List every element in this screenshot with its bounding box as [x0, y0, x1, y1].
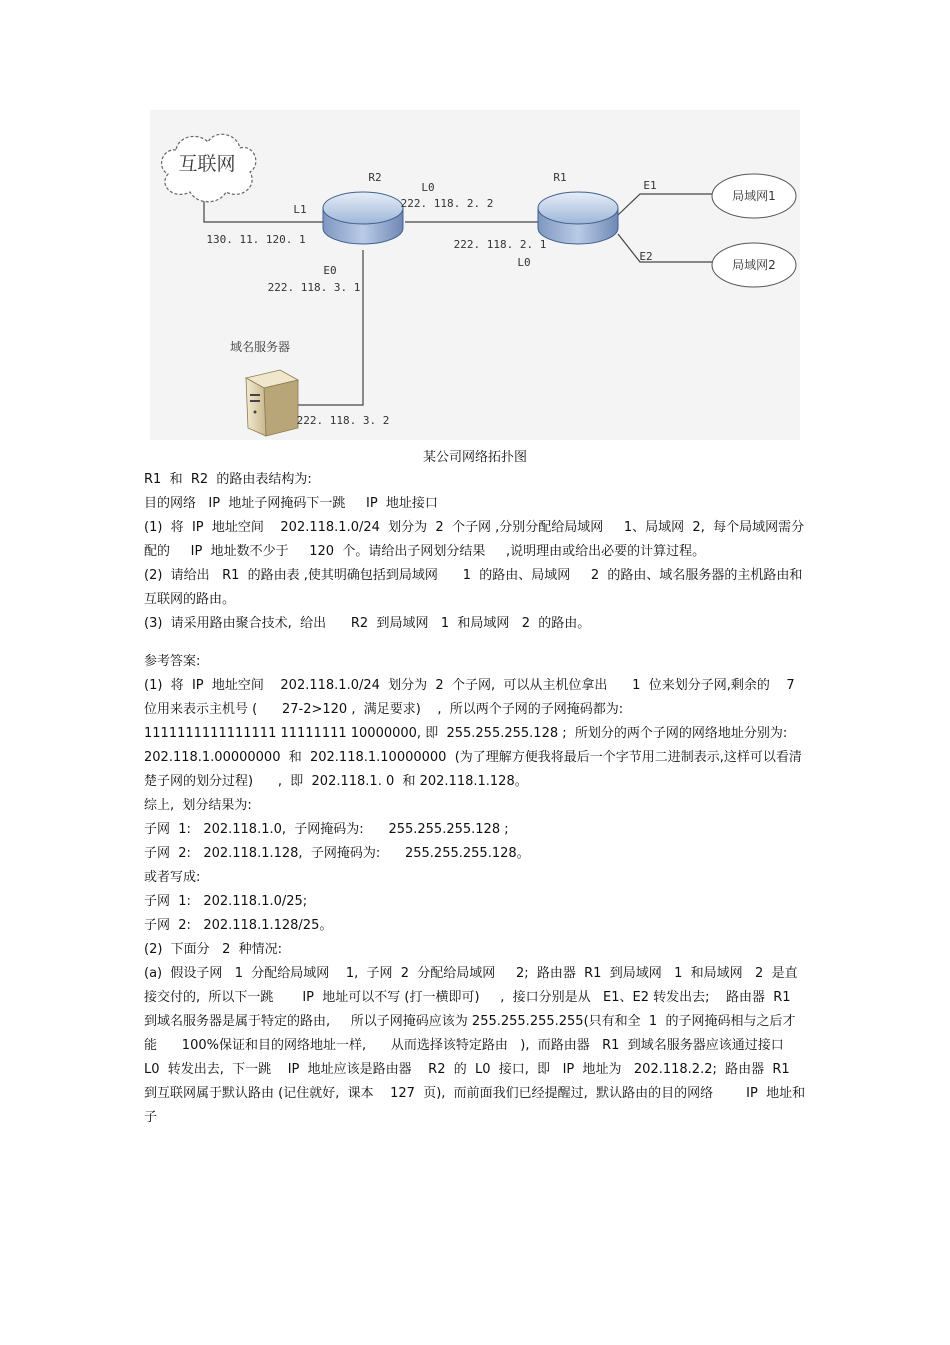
paragraph: 子网 2: 202.118.1.128, 子网掩码为: 255.255.255.128。: [144, 846, 530, 861]
l0-bottom-label: L0: [517, 256, 531, 269]
e2-label: E2: [639, 250, 653, 263]
spacer: [144, 636, 806, 650]
dns-server-icon: [246, 370, 298, 436]
question-3: (3) 请采用路由聚合技术, 给出 R2 到局域网 1 和局域网 2 的路由。: [144, 616, 591, 631]
e1-label: E1: [643, 179, 657, 192]
router-r2: [323, 192, 403, 244]
l0-top-ip: 222. 118. 2. 2: [400, 197, 494, 210]
l1-ip: 130. 11. 120. 1: [206, 233, 306, 246]
paragraph: 或者写成:: [144, 870, 201, 885]
e0-ip: 222. 118. 3. 1: [267, 281, 361, 294]
answer-heading: 参考答案:: [144, 654, 201, 669]
r2-label: R2: [368, 171, 382, 184]
question-2: (2) 请给出 R1 的路由表 ,使其明确包括到局域网 1 的路由、局域网 2 的路由、域名服务器的主机路由和互联网的路由。: [144, 568, 803, 607]
dns-ip: 222. 118. 3. 2: [296, 414, 390, 427]
figure-caption: 某公司网络拓扑图: [422, 450, 527, 465]
paragraph: (1) 将 IP 地址空间 202.118.1.0/24 划分为 2 个子网, 可以从主机位拿出 1 位来划分子网,剩余的 7 位用来表示主机号 ( 27-2>120 , 满足要求) , 所以两个子网的子网掩码都为:: [144, 678, 803, 717]
lan1-label: 局域网1: [732, 189, 776, 203]
document-body: [144, 468, 809, 1130]
paragraph: 子网 1: 202.118.1.0, 子网掩码为: 255.255.255.128 ;: [144, 822, 509, 837]
dns-label: 域名服务器: [229, 340, 291, 354]
l1-label: L1: [293, 203, 307, 216]
paragraph: 子网 2: 202.118.1.128/25。: [144, 918, 333, 933]
paragraph: 目的网络 IP 地址子网掩码下一跳 IP 地址接口: [144, 496, 438, 511]
paragraph: (a) 假设子网 1 分配给局域网 1, 子网 2 分配给局域网 2; 路由器 R1 到局域网 1 和局域网 2 是直接交付的, 所以下一跳 IP 地址可以不写 (打一横即可) , 接口分别是从 E1、E2 转发出去; 路由器 R1 到域名服务器是属于特定的路由, 所以子网掩码应该为 255.255.255.255(只有和全 1 的子网掩码相与之后才能 100%保证和目的网络地址一样, 从而选择该特定路由 ), 而路由器 R1 到域名服务器应该通过接口 L0 转发出去, 下一跳 IP 地址应该是路由器 R2 的 L0 接口, 即 IP 地址为 202.118.2.2; 路由器 R1 到互联网属于默认路由 (记住就好, 课本 127 页), 而前面我们已经提醒过, 默认路由的目的网络 IP 地址和子: [144, 966, 809, 1125]
paragraph: 202.118.1.00000000 和 202.118.1.10000000 (为了理解方便我将最后一个字节用二进制表示,这样可以看清楚子网的划分过程) , 即 202.118.1. 0 和 202.118.1.128。: [144, 750, 802, 789]
paragraph: 综上, 划分结果为:: [144, 798, 252, 813]
network-topology-diagram: [150, 110, 800, 440]
l0-bottom-ip: 222. 118. 2. 1: [453, 238, 547, 251]
internet-label: 互联网: [178, 153, 236, 175]
question-1: (1) 将 IP 地址空间 202.118.1.0/24 划分为 2 个子网 ,分别分配给局域网 1、局域网 2, 每个局域网需分配的 IP 地址数不少于 120 个。请给出子网划分结果 ,说明理由或给出必要的计算过程。: [144, 520, 805, 559]
l0-top-label: L0: [421, 181, 435, 194]
e0-label: E0: [323, 264, 337, 277]
paragraph: 子网 1: 202.118.1.0/25;: [144, 894, 308, 909]
paragraph: 1111111111111111 11111111 10000000, 即 255.255.255.128 ; 所划分的两个子网的网络地址分别为:: [144, 726, 788, 741]
router-r1: [538, 192, 618, 244]
paragraph: (2) 下面分 2 种情况:: [144, 942, 282, 957]
paragraph: R1 和 R2 的路由表结构为:: [144, 472, 312, 487]
r1-label: R1: [553, 171, 567, 184]
lan2-label: 局域网2: [732, 258, 776, 272]
